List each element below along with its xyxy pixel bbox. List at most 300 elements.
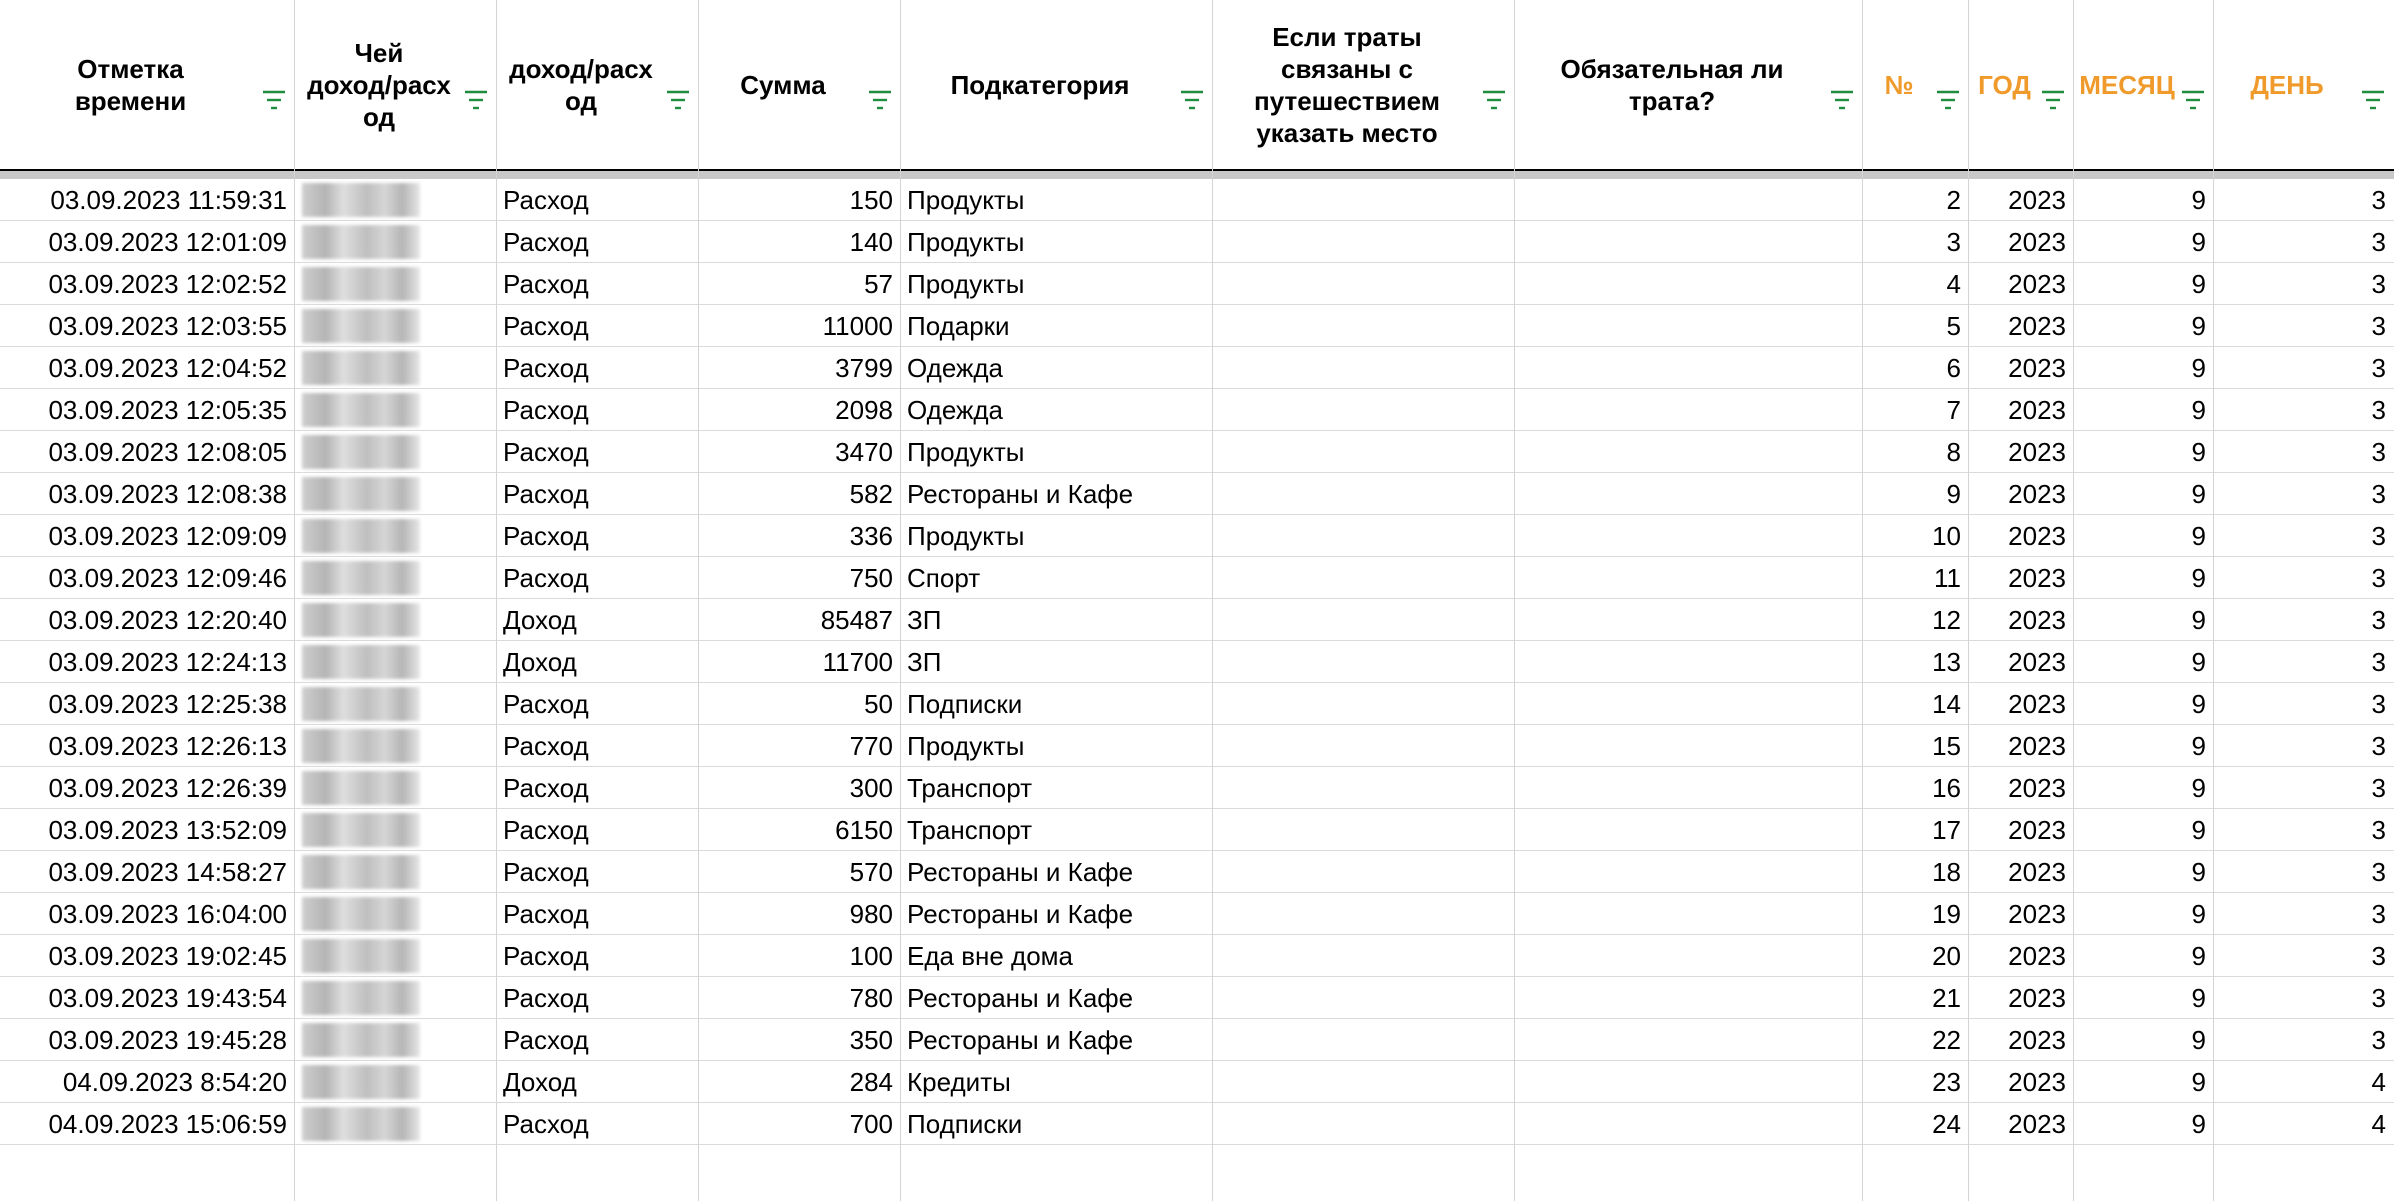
cell-mandatory[interactable] — [1515, 179, 1863, 221]
header-year[interactable] — [1969, 0, 2074, 169]
cell-year[interactable]: 2023 — [2008, 479, 2066, 509]
cell-timestamp[interactable]: 03.09.2023 12:20:40 — [48, 605, 287, 635]
cell-month[interactable]: 9 — [2191, 941, 2206, 971]
header-travel-place[interactable] — [1213, 0, 1515, 169]
header-label: Подкатегория — [950, 69, 1130, 100]
cell-year[interactable]: 2023 — [2008, 185, 2066, 215]
cell-timestamp[interactable]: 03.09.2023 12:02:52 — [48, 269, 287, 299]
cell-travel-place[interactable] — [1213, 893, 1515, 935]
redacted-owner-cell[interactable] — [302, 435, 420, 469]
cell-income-expense[interactable]: Доход — [503, 1067, 577, 1097]
column-gridline — [1514, 0, 1515, 1201]
filter-icon[interactable] — [1829, 89, 1855, 111]
cell-day[interactable]: 3 — [2371, 479, 2386, 509]
cell-travel-place[interactable] — [1213, 683, 1515, 725]
cell-number[interactable]: 17 — [1932, 815, 1961, 845]
cell-mandatory[interactable] — [1515, 515, 1863, 557]
cell-number[interactable]: 16 — [1932, 773, 1961, 803]
cell-income-expense[interactable]: Расход — [503, 395, 589, 425]
cell-income-expense[interactable]: Расход — [503, 185, 589, 215]
column-gridline — [1968, 0, 1969, 1201]
cell-timestamp[interactable]: 03.09.2023 12:09:46 — [48, 563, 287, 593]
cell-subcategory[interactable]: Продукты — [907, 731, 1025, 761]
cell-year[interactable]: 2023 — [2008, 269, 2066, 299]
cell-year[interactable]: 2023 — [2008, 1025, 2066, 1055]
filter-icon[interactable] — [261, 89, 287, 111]
cell-amount[interactable]: 85487 — [820, 605, 893, 635]
cell-day[interactable]: 3 — [2371, 899, 2386, 929]
cell-mandatory[interactable] — [1515, 725, 1863, 767]
cell-subcategory[interactable]: Рестораны и Кафе — [907, 479, 1134, 509]
cell-day[interactable]: 3 — [2371, 1025, 2386, 1055]
cell-mandatory[interactable] — [1515, 347, 1863, 389]
cell-amount[interactable]: 284 — [849, 1067, 893, 1097]
redacted-owner-cell[interactable] — [302, 603, 420, 637]
table-row — [0, 935, 2394, 977]
cell-income-expense[interactable]: Расход — [503, 479, 589, 509]
cell-timestamp[interactable]: 03.09.2023 19:02:45 — [48, 941, 287, 971]
cell-month[interactable]: 9 — [2191, 1025, 2206, 1055]
cell-amount[interactable]: 570 — [849, 857, 893, 887]
cell-travel-place[interactable] — [1213, 1103, 1515, 1145]
header-owner[interactable] — [295, 0, 497, 169]
cell-income-expense[interactable]: Расход — [503, 731, 589, 761]
cell-timestamp[interactable]: 03.09.2023 16:04:00 — [48, 899, 287, 929]
cell-timestamp[interactable]: 03.09.2023 19:43:54 — [48, 983, 287, 1013]
cell-year[interactable]: 2023 — [2008, 311, 2066, 341]
cell-mandatory[interactable] — [1515, 935, 1863, 977]
filter-icon[interactable] — [1179, 89, 1205, 111]
cell-month[interactable]: 9 — [2191, 815, 2206, 845]
header-month[interactable] — [2074, 0, 2214, 169]
cell-month[interactable]: 9 — [2191, 563, 2206, 593]
cell-amount[interactable]: 336 — [849, 521, 893, 551]
cell-amount[interactable]: 770 — [849, 731, 893, 761]
cell-income-expense[interactable]: Расход — [503, 227, 589, 257]
cell-subcategory[interactable]: Одежда — [907, 353, 1004, 383]
cell-travel-place[interactable] — [1213, 431, 1515, 473]
cell-day[interactable]: 3 — [2371, 689, 2386, 719]
cell-day[interactable]: 3 — [2371, 269, 2386, 299]
cell-travel-place[interactable] — [1213, 473, 1515, 515]
cell-subcategory[interactable]: Продукты — [907, 269, 1025, 299]
table-row — [0, 389, 2394, 431]
cell-timestamp[interactable]: 03.09.2023 11:59:31 — [50, 185, 287, 215]
cell-number[interactable]: 21 — [1932, 983, 1961, 1013]
table-row — [0, 893, 2394, 935]
cell-amount[interactable]: 11000 — [822, 311, 893, 341]
cell-income-expense[interactable]: Расход — [503, 353, 589, 383]
cell-month[interactable]: 9 — [2191, 605, 2206, 635]
column-gridline — [900, 0, 901, 1201]
cell-mandatory[interactable] — [1515, 431, 1863, 473]
cell-subcategory[interactable]: Кредиты — [907, 1067, 1011, 1097]
header-day[interactable] — [2214, 0, 2394, 169]
cell-number[interactable]: 18 — [1932, 857, 1961, 887]
cell-number[interactable]: 10 — [1932, 521, 1961, 551]
cell-timestamp[interactable]: 03.09.2023 12:26:39 — [48, 773, 287, 803]
cell-travel-place[interactable] — [1213, 1019, 1515, 1061]
cell-day[interactable]: 3 — [2371, 311, 2386, 341]
cell-travel-place[interactable] — [1213, 809, 1515, 851]
cell-number[interactable]: 13 — [1932, 647, 1961, 677]
cell-mandatory[interactable] — [1515, 305, 1863, 347]
cell-year[interactable]: 2023 — [2008, 899, 2066, 929]
filter-icon[interactable] — [665, 89, 691, 111]
cell-month[interactable]: 9 — [2191, 1109, 2206, 1139]
cell-timestamp[interactable]: 03.09.2023 19:45:28 — [48, 1025, 287, 1055]
cell-mandatory[interactable] — [1515, 767, 1863, 809]
cell-month[interactable]: 9 — [2191, 311, 2206, 341]
cell-timestamp[interactable]: 03.09.2023 12:08:05 — [48, 437, 287, 467]
cell-year[interactable]: 2023 — [2008, 227, 2066, 257]
cell-mandatory[interactable] — [1515, 641, 1863, 683]
cell-travel-place[interactable] — [1213, 179, 1515, 221]
cell-day[interactable]: 3 — [2371, 815, 2386, 845]
row-gridline — [0, 1144, 2394, 1145]
cell-number[interactable]: 7 — [1946, 395, 1961, 425]
cell-mandatory[interactable] — [1515, 1103, 1863, 1145]
cell-number[interactable]: 14 — [1932, 689, 1961, 719]
cell-timestamp[interactable]: 03.09.2023 12:24:13 — [48, 647, 287, 677]
cell-subcategory[interactable]: Рестораны и Кафе — [907, 983, 1134, 1013]
cell-subcategory[interactable]: ЗП — [907, 605, 942, 635]
cell-travel-place[interactable] — [1213, 977, 1515, 1019]
table-row — [0, 851, 2394, 893]
cell-number[interactable]: 24 — [1932, 1109, 1961, 1139]
cell-travel-place[interactable] — [1213, 389, 1515, 431]
frozen-row-divider[interactable] — [0, 171, 2394, 179]
cell-month[interactable]: 9 — [2191, 437, 2206, 467]
cell-mandatory[interactable] — [1515, 977, 1863, 1019]
cell-day[interactable]: 3 — [2371, 227, 2386, 257]
cell-amount[interactable]: 11700 — [822, 647, 893, 677]
cell-day[interactable]: 3 — [2371, 521, 2386, 551]
cell-subcategory[interactable]: Еда вне дома — [907, 941, 1074, 971]
cell-number[interactable]: 22 — [1932, 1025, 1961, 1055]
header-label: № — [1884, 69, 1914, 100]
cell-income-expense[interactable]: Доход — [503, 647, 577, 677]
cell-timestamp[interactable]: 03.09.2023 12:03:55 — [48, 311, 287, 341]
cell-year[interactable]: 2023 — [2008, 1067, 2066, 1097]
cell-day[interactable]: 3 — [2371, 773, 2386, 803]
table-row — [0, 347, 2394, 389]
cell-travel-place[interactable] — [1213, 935, 1515, 977]
redacted-owner-cell[interactable] — [302, 309, 420, 343]
table-row — [0, 557, 2394, 599]
cell-number[interactable]: 20 — [1932, 941, 1961, 971]
cell-amount[interactable]: 980 — [849, 899, 893, 929]
table-row — [0, 641, 2394, 683]
cell-subcategory[interactable]: Продукты — [907, 227, 1025, 257]
cell-month[interactable]: 9 — [2191, 983, 2206, 1013]
cell-timestamp[interactable]: 03.09.2023 14:58:27 — [48, 857, 287, 887]
cell-year[interactable]: 2023 — [2008, 353, 2066, 383]
cell-income-expense[interactable]: Расход — [503, 521, 589, 551]
redacted-owner-cell[interactable] — [302, 771, 420, 805]
cell-number[interactable]: 15 — [1932, 731, 1961, 761]
column-gridline — [294, 0, 295, 1201]
cell-travel-place[interactable] — [1213, 767, 1515, 809]
filter-icon[interactable] — [867, 89, 893, 111]
cell-number[interactable]: 19 — [1932, 899, 1961, 929]
cell-month[interactable]: 9 — [2191, 185, 2206, 215]
cell-income-expense[interactable]: Расход — [503, 857, 589, 887]
table-row — [0, 263, 2394, 305]
filter-icon[interactable] — [2180, 89, 2206, 111]
cell-amount[interactable]: 2098 — [835, 395, 893, 425]
cell-amount[interactable]: 6150 — [835, 815, 893, 845]
redacted-owner-cell[interactable] — [302, 687, 420, 721]
cell-year[interactable]: 2023 — [2008, 521, 2066, 551]
cell-subcategory[interactable]: Подписки — [907, 689, 1023, 719]
redacted-owner-cell[interactable] — [302, 267, 420, 301]
redacted-owner-cell[interactable] — [302, 351, 420, 385]
header-timestamp[interactable] — [0, 0, 295, 169]
cell-timestamp[interactable]: 03.09.2023 12:04:52 — [48, 353, 287, 383]
filter-icon[interactable] — [2040, 89, 2066, 111]
cell-day[interactable]: 3 — [2371, 563, 2386, 593]
header-income-expense[interactable] — [497, 0, 699, 169]
cell-day[interactable]: 3 — [2371, 185, 2386, 215]
filter-icon[interactable] — [463, 89, 489, 111]
cell-mandatory[interactable] — [1515, 557, 1863, 599]
cell-month[interactable]: 9 — [2191, 857, 2206, 887]
cell-number[interactable]: 2 — [1946, 185, 1961, 215]
cell-travel-place[interactable] — [1213, 263, 1515, 305]
redacted-owner-cell[interactable] — [302, 183, 420, 217]
cell-amount[interactable]: 140 — [849, 227, 893, 257]
cell-mandatory[interactable] — [1515, 851, 1863, 893]
header-number[interactable] — [1863, 0, 1969, 169]
cell-timestamp[interactable]: 03.09.2023 12:09:09 — [48, 521, 287, 551]
cell-year[interactable]: 2023 — [2008, 437, 2066, 467]
table-row — [0, 221, 2394, 263]
cell-travel-place[interactable] — [1213, 347, 1515, 389]
table-row — [0, 767, 2394, 809]
cell-month[interactable]: 9 — [2191, 269, 2206, 299]
cell-month[interactable]: 9 — [2191, 395, 2206, 425]
cell-year[interactable]: 2023 — [2008, 689, 2066, 719]
cell-number[interactable]: 23 — [1932, 1067, 1961, 1097]
cell-amount[interactable]: 3799 — [835, 353, 893, 383]
cell-subcategory[interactable]: Продукты — [907, 437, 1025, 467]
cell-mandatory[interactable] — [1515, 893, 1863, 935]
cell-amount[interactable]: 700 — [849, 1109, 893, 1139]
cell-month[interactable]: 9 — [2191, 689, 2206, 719]
cell-month[interactable]: 9 — [2191, 479, 2206, 509]
cell-year[interactable]: 2023 — [2008, 983, 2066, 1013]
cell-timestamp[interactable]: 03.09.2023 12:25:38 — [48, 689, 287, 719]
cell-year[interactable]: 2023 — [2008, 815, 2066, 845]
cell-mandatory[interactable] — [1515, 389, 1863, 431]
cell-mandatory[interactable] — [1515, 683, 1863, 725]
cell-travel-place[interactable] — [1213, 557, 1515, 599]
cell-day[interactable]: 4 — [2371, 1109, 2386, 1139]
cell-day[interactable]: 3 — [2371, 857, 2386, 887]
cell-travel-place[interactable] — [1213, 221, 1515, 263]
cell-year[interactable]: 2023 — [2008, 731, 2066, 761]
cell-subcategory[interactable]: Рестораны и Кафе — [907, 899, 1134, 929]
cell-number[interactable]: 9 — [1946, 479, 1961, 509]
cell-number[interactable]: 5 — [1946, 311, 1961, 341]
header-label: Отметка времени — [74, 53, 187, 116]
cell-timestamp[interactable]: 03.09.2023 12:05:35 — [48, 395, 287, 425]
redacted-owner-cell[interactable] — [302, 729, 420, 763]
redacted-owner-cell[interactable] — [302, 1107, 420, 1141]
cell-income-expense[interactable]: Расход — [503, 941, 589, 971]
cell-income-expense[interactable]: Расход — [503, 437, 589, 467]
cell-month[interactable]: 9 — [2191, 353, 2206, 383]
cell-month[interactable]: 9 — [2191, 731, 2206, 761]
cell-amount[interactable]: 150 — [849, 185, 893, 215]
redacted-owner-cell[interactable] — [302, 1065, 420, 1099]
cell-mandatory[interactable] — [1515, 1019, 1863, 1061]
redacted-owner-cell[interactable] — [302, 981, 420, 1015]
cell-year[interactable]: 2023 — [2008, 395, 2066, 425]
cell-year[interactable]: 2023 — [2008, 941, 2066, 971]
redacted-owner-cell[interactable] — [302, 813, 420, 847]
cell-amount[interactable]: 750 — [849, 563, 893, 593]
cell-day[interactable]: 4 — [2371, 1067, 2386, 1097]
cell-income-expense[interactable]: Расход — [503, 1025, 589, 1055]
cell-income-expense[interactable]: Доход — [503, 605, 577, 635]
cell-amount[interactable]: 582 — [849, 479, 893, 509]
cell-day[interactable]: 3 — [2371, 731, 2386, 761]
cell-subcategory[interactable]: Продукты — [907, 185, 1025, 215]
header-mandatory[interactable] — [1515, 0, 1863, 169]
header-amount[interactable] — [699, 0, 901, 169]
cell-mandatory[interactable] — [1515, 599, 1863, 641]
cell-month[interactable]: 9 — [2191, 521, 2206, 551]
cell-mandatory[interactable] — [1515, 263, 1863, 305]
column-gridline — [698, 0, 699, 1201]
cell-month[interactable]: 9 — [2191, 647, 2206, 677]
cell-travel-place[interactable] — [1213, 851, 1515, 893]
cell-day[interactable]: 3 — [2371, 605, 2386, 635]
cell-day[interactable]: 3 — [2371, 983, 2386, 1013]
redacted-owner-cell[interactable] — [302, 393, 420, 427]
cell-income-expense[interactable]: Расход — [503, 311, 589, 341]
cell-income-expense[interactable]: Расход — [503, 269, 589, 299]
cell-mandatory[interactable] — [1515, 809, 1863, 851]
cell-day[interactable]: 3 — [2371, 437, 2386, 467]
cell-income-expense[interactable]: Расход — [503, 815, 589, 845]
cell-number[interactable]: 3 — [1946, 227, 1961, 257]
cell-travel-place[interactable] — [1213, 1061, 1515, 1103]
cell-timestamp[interactable]: 03.09.2023 13:52:09 — [48, 815, 287, 845]
cell-mandatory[interactable] — [1515, 221, 1863, 263]
cell-year[interactable]: 2023 — [2008, 605, 2066, 635]
cell-mandatory[interactable] — [1515, 1061, 1863, 1103]
cell-mandatory[interactable] — [1515, 473, 1863, 515]
cell-number[interactable]: 12 — [1932, 605, 1961, 635]
redacted-owner-cell[interactable] — [302, 519, 420, 553]
cell-subcategory[interactable]: ЗП — [907, 647, 942, 677]
redacted-owner-cell[interactable] — [302, 477, 420, 511]
cell-amount[interactable]: 100 — [849, 941, 893, 971]
cell-subcategory[interactable]: Транспорт — [907, 815, 1033, 845]
redacted-owner-cell[interactable] — [302, 645, 420, 679]
cell-income-expense[interactable]: Расход — [503, 563, 589, 593]
redacted-owner-cell[interactable] — [302, 855, 420, 889]
cell-year[interactable]: 2023 — [2008, 647, 2066, 677]
cell-subcategory[interactable]: Продукты — [907, 521, 1025, 551]
cell-month[interactable]: 9 — [2191, 773, 2206, 803]
cell-month[interactable]: 9 — [2191, 899, 2206, 929]
cell-subcategory[interactable]: Спорт — [907, 563, 981, 593]
table-row — [0, 1019, 2394, 1061]
filter-icon[interactable] — [1935, 89, 1961, 111]
header-label: Чей доход/расх од — [307, 37, 451, 132]
filter-icon[interactable] — [1481, 89, 1507, 111]
cell-amount[interactable]: 350 — [849, 1025, 893, 1055]
header-subcategory[interactable] — [901, 0, 1213, 169]
filter-icon[interactable] — [2360, 89, 2386, 111]
cell-timestamp[interactable]: 03.09.2023 12:08:38 — [48, 479, 287, 509]
cell-day[interactable]: 3 — [2371, 647, 2386, 677]
cell-amount[interactable]: 3470 — [835, 437, 893, 467]
cell-timestamp[interactable]: 03.09.2023 12:26:13 — [48, 731, 287, 761]
cell-income-expense[interactable]: Расход — [503, 689, 589, 719]
cell-travel-place[interactable] — [1213, 725, 1515, 767]
cell-amount[interactable]: 300 — [849, 773, 893, 803]
cell-travel-place[interactable] — [1213, 599, 1515, 641]
cell-year[interactable]: 2023 — [2008, 773, 2066, 803]
cell-subcategory[interactable]: Рестораны и Кафе — [907, 1025, 1134, 1055]
cell-number[interactable]: 8 — [1946, 437, 1961, 467]
cell-travel-place[interactable] — [1213, 641, 1515, 683]
cell-timestamp[interactable]: 04.09.2023 15:06:59 — [48, 1109, 287, 1139]
cell-income-expense[interactable]: Расход — [503, 983, 589, 1013]
cell-subcategory[interactable]: Рестораны и Кафе — [907, 857, 1134, 887]
header-label: Обязательная ли трата? — [1560, 53, 1784, 116]
redacted-owner-cell[interactable] — [302, 897, 420, 931]
cell-year[interactable]: 2023 — [2008, 857, 2066, 887]
cell-travel-place[interactable] — [1213, 515, 1515, 557]
cell-number[interactable]: 6 — [1946, 353, 1961, 383]
cell-travel-place[interactable] — [1213, 305, 1515, 347]
cell-number[interactable]: 11 — [1934, 563, 1961, 593]
cell-year[interactable]: 2023 — [2008, 1109, 2066, 1139]
cell-amount[interactable]: 780 — [849, 983, 893, 1013]
cell-day[interactable]: 3 — [2371, 941, 2386, 971]
cell-year[interactable]: 2023 — [2008, 563, 2066, 593]
cell-timestamp[interactable]: 03.09.2023 12:01:09 — [48, 227, 287, 257]
cell-subcategory[interactable]: Подписки — [907, 1109, 1023, 1139]
cell-amount[interactable]: 57 — [864, 269, 893, 299]
redacted-owner-cell[interactable] — [302, 561, 420, 595]
cell-day[interactable]: 3 — [2371, 395, 2386, 425]
cell-subcategory[interactable]: Транспорт — [907, 773, 1033, 803]
cell-number[interactable]: 4 — [1946, 269, 1961, 299]
cell-income-expense[interactable]: Расход — [503, 899, 589, 929]
redacted-owner-cell[interactable] — [302, 939, 420, 973]
cell-income-expense[interactable]: Расход — [503, 1109, 589, 1139]
redacted-owner-cell[interactable] — [302, 1023, 420, 1057]
cell-income-expense[interactable]: Расход — [503, 773, 589, 803]
cell-month[interactable]: 9 — [2191, 227, 2206, 257]
cell-subcategory[interactable]: Подарки — [907, 311, 1010, 341]
cell-subcategory[interactable]: Одежда — [907, 395, 1004, 425]
cell-amount[interactable]: 50 — [864, 689, 893, 719]
table-row — [0, 305, 2394, 347]
table-row — [0, 599, 2394, 641]
cell-day[interactable]: 3 — [2371, 353, 2386, 383]
redacted-owner-cell[interactable] — [302, 225, 420, 259]
cell-timestamp[interactable]: 04.09.2023 8:54:20 — [62, 1067, 287, 1097]
cell-month[interactable]: 9 — [2191, 1067, 2206, 1097]
